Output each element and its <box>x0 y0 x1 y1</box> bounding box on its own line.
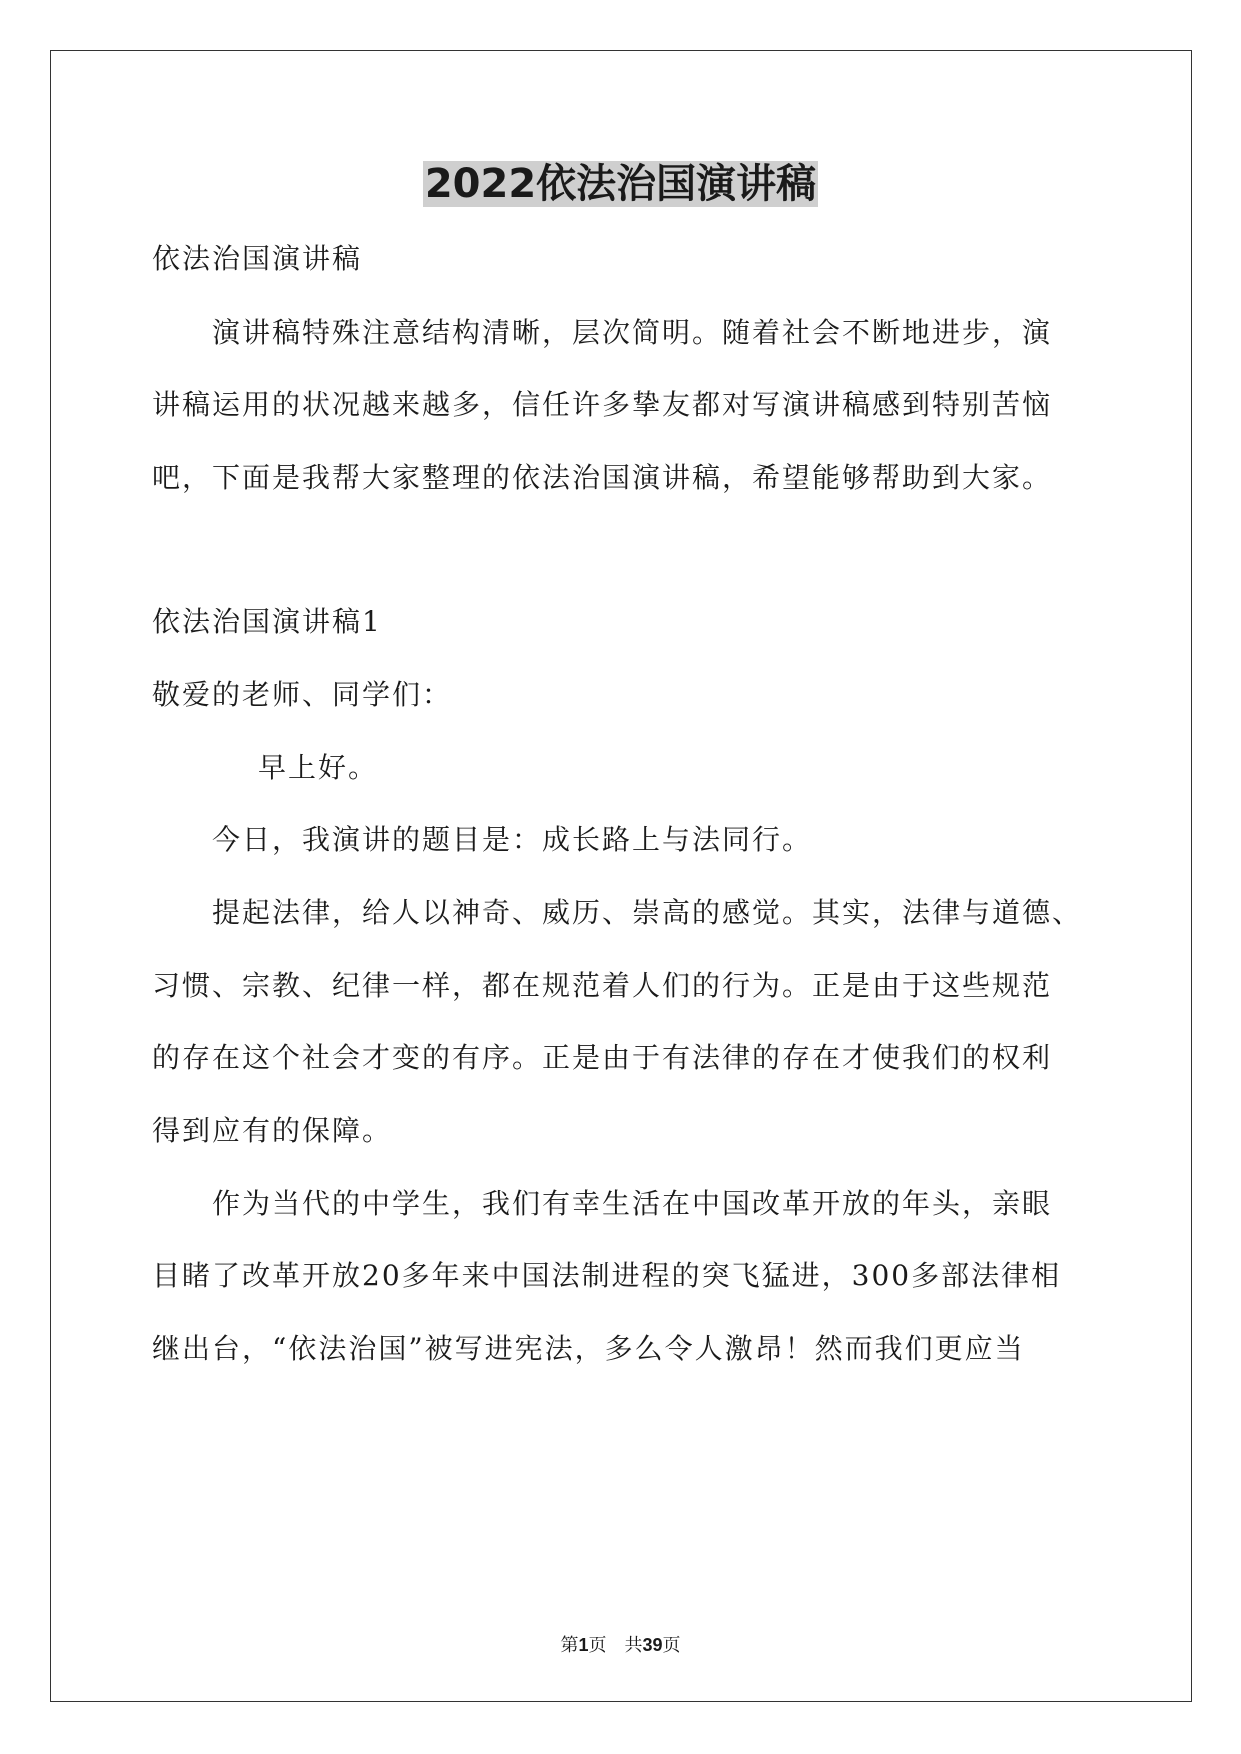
paragraph-line: 得到应有的保障。 <box>152 1114 393 1147</box>
paragraph-line: 作为当代的中学生，我们有幸生活在中国改革开放的年头，亲眼 <box>212 1187 1053 1220</box>
paragraph-line: 的存在这个社会才变的有序。正是由于有法律的存在才使我们的权利 <box>152 1041 1053 1074</box>
salutation-line: 敬爱的老师、同学们： <box>152 678 453 711</box>
heading-line: 依法治国演讲稿 <box>152 242 363 275</box>
paragraph-line: 演讲稿特殊注意结构清晰，层次简明。随着社会不断地进步，演 <box>212 316 1053 349</box>
footer-total-pages: 39 <box>642 1635 663 1655</box>
paragraph-line: 吧，下面是我帮大家整理的依法治国演讲稿，希望能够帮助到大家。 <box>152 461 1053 494</box>
paragraph-line: 继出台，“依法治国”被写进宪法，多么令人激昂！然而我们更应当 <box>152 1332 1025 1365</box>
document-title: 2022依法治国演讲稿 <box>424 161 817 207</box>
footer-prefix: 第 <box>560 1635 579 1656</box>
paragraph-line: 今日，我演讲的题目是：成长路上与法同行。 <box>212 823 813 856</box>
paragraph-line: 目睹了改革开放20多年来中国法制进程的突飞猛进，300多部法律相 <box>152 1259 1062 1292</box>
footer-suffix: 页 <box>662 1635 681 1656</box>
paragraph-line: 提起法律，给人以神奇、威历、崇高的感觉。其实，法律与道德、 <box>212 896 1083 929</box>
paragraph-line: 讲稿运用的状况越来越多，信任许多挚友都对写演讲稿感到特别苦恼 <box>152 388 1053 421</box>
greeting-line: 早上好。 <box>258 751 379 784</box>
footer-mid: 页 共 <box>588 1635 643 1656</box>
footer-page-number: 1 <box>578 1635 589 1655</box>
section-heading: 依法治国演讲稿1 <box>152 605 382 638</box>
page-footer <box>0 1633 1241 1658</box>
page-border <box>50 50 1192 1702</box>
paragraph-line: 习惯、宗教、纪律一样，都在规范着人们的行为。正是由于这些规范 <box>152 969 1053 1002</box>
